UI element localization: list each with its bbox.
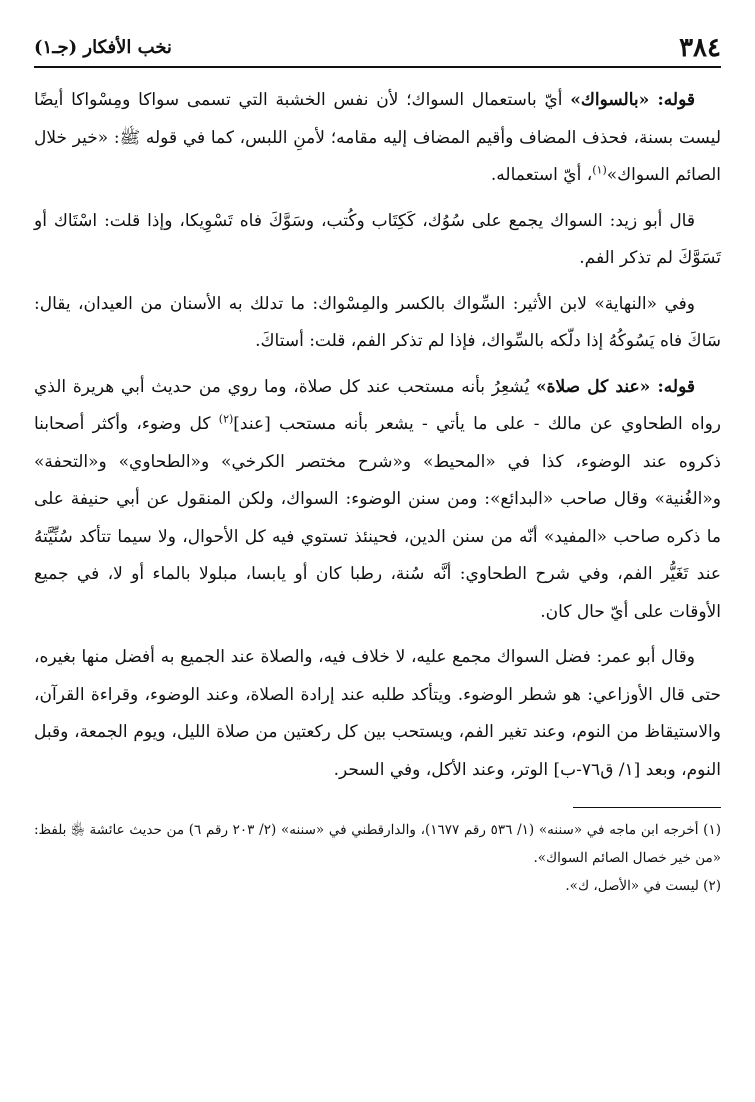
page-header [34, 26, 721, 68]
footnote: (٢) ليست في «الأصل، ك». [565, 878, 721, 894]
page-number: ٣٨٤ [679, 33, 721, 63]
paragraph-text: وفي «النهاية» لابن الأثير: السِّواك بالكسر والمِسْواك: ما تدلك به الأسنان من العيدان، يقال: سَاكَ فاه يَسُوكُهُ إذا دلّكه بالسِّواك، فإذا لم تذكر الفم، قلت: أستاكَ. [34, 293, 721, 351]
paragraph-text: أيّ باستعمال السواك؛ لأن نفس الخشبة التي تسمى سواكا ومِسْواكا أيضًا ليست بسنة، فحذف المضاف وأقيم المضاف إليه مقامه؛ لأمنِ اللبس، كما في قوله ﷺ: «خير خلال الصائم السواك» [34, 90, 721, 185]
footnote-ref: (٢) [218, 412, 234, 426]
paragraph-lead: قوله: «عند كل صلاة» [535, 376, 695, 397]
book-page [34, 26, 721, 1082]
footnote: (١) أخرجه ابن ماجه في «سننه» (١/ ٥٣٦ رقم ١٦٧٧)، والدارقطني في «سننه» (٢/ ٢٠٣ رقم ٦) من حديث عائشة ﵂ بلفظ: «من خير خصال الصائم السواك». [34, 822, 721, 866]
paragraph [34, 639, 721, 789]
paragraph-lead: قوله: «بالسواك» [570, 90, 696, 110]
footnote-ref: (١) [592, 163, 607, 177]
paragraph-text: وقال أبو عمر: فضل السواك مجمع عليه، لا خلاف فيه، والصلاة عند الجميع به أفضل منها بغيره، حتى قال الأوزاعي: هو شطر الوضوء. ويتأكد طلبه عند إرادة الصلاة، وعند الوضوء، وقراءة القرآن، والاستيقاظ من النوم، وعند تغير الفم، ويستحب بين كل ركعتين من صلاة الليل، ويوم الجمعة، وقبل النوم، وبعد [١/ ق٧٦-ب] الوتر، وعند الأكل، وفي السحر. [34, 647, 721, 780]
paragraph-tail: كل وضوء، وأكثر أصحابنا ذكروه عند الوضوء، كذا في «المحيط» و«شرح مختصر الكرخي» و«الطحاوي» و«التحفة» و«الغُنية» وقال صاحب «البدائع»: ومن سنن الوضوء: السواك، ولكن المنقول عن أبي حنيفة على ما ذكره صاحب «المفيد» أنّه من سنن الدين، فحينئذ تستوي فيه كل الأحوال، ولا سيما تتأكد سُنِّيَّتهُ عند تَغَيُّر الفم، وفي شرح الطحاوي: أنَّه سُنة، رطبا كان أو يابسا، مبلولا بالماء أو لا، في جميع الأوقات على أيّ حال كان. [34, 414, 721, 622]
paragraph-text: قال أبو زيد: السواك يجمع على سُوُك، كَكِتَاب وكُتب، وسَوَّكَ فاه تَسْوِيكا، وإذا قلت: اسْتَاك أو تَسَوَّكَ لم تذكر الفم. [34, 210, 721, 268]
footnotes [34, 816, 721, 900]
paragraph [34, 369, 721, 632]
paragraph [34, 82, 721, 195]
paragraph [34, 203, 721, 278]
running-title: نخب الأفكار (جـ١) [34, 37, 172, 58]
paragraph-tail: ، أيّ استعماله. [490, 165, 593, 185]
paragraph [34, 286, 721, 361]
page-body [34, 82, 721, 789]
footnote-divider [573, 807, 721, 808]
paragraph-text: يُشعِرُ بأنه مستحب عند كل صلاة، وما روي من حديث أبي هريرة الذي رواه الطحاوي عن مالك - على ما يأتي - يشعر بأنه مستحب [عند] [34, 376, 721, 434]
